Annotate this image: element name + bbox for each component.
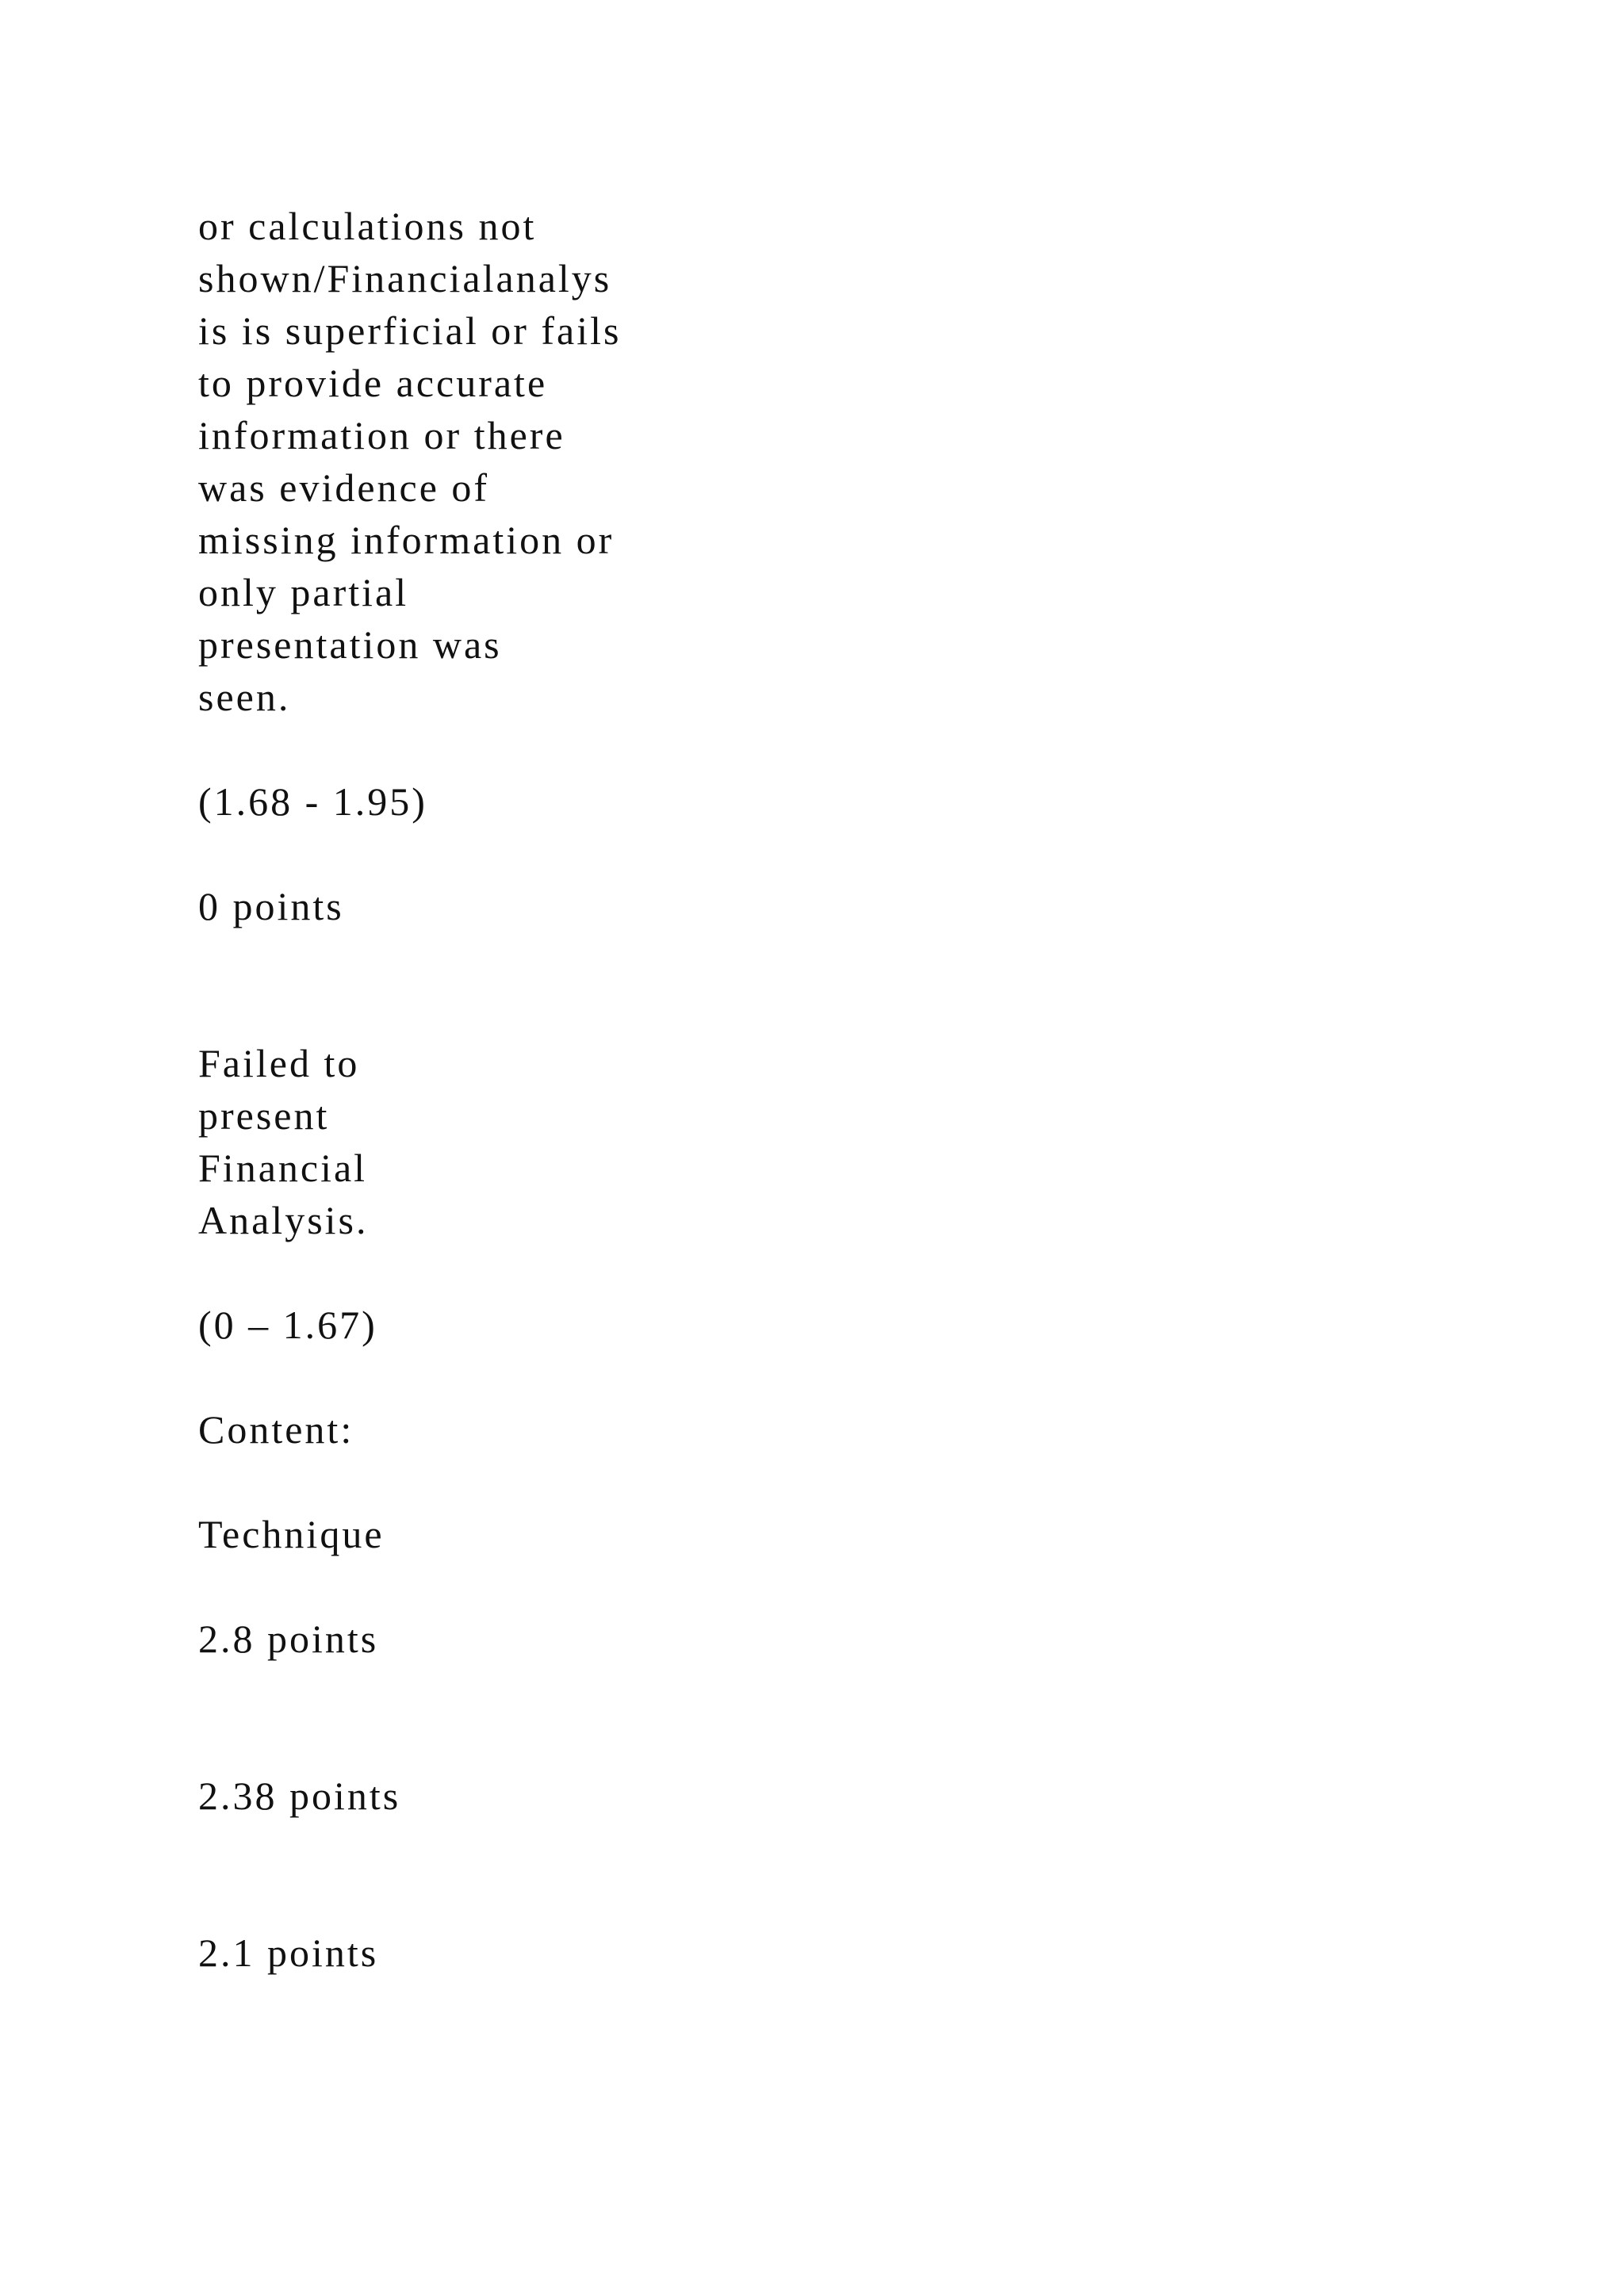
criterion-label: Technique xyxy=(198,1512,385,1556)
text-line: to provide accurate xyxy=(198,361,548,405)
points-label: 0 points xyxy=(198,884,344,928)
points-label: 2.8 points xyxy=(198,1617,379,1661)
text-line: or calculations not xyxy=(198,204,537,248)
section-label: Content: xyxy=(198,1407,354,1452)
text-line: is is superficial or fails xyxy=(198,308,622,353)
text-line: shown/Financialanalys xyxy=(198,256,612,300)
text-line: seen. xyxy=(198,675,291,719)
text-line: was evidence of xyxy=(198,465,490,510)
score-range: (1.68 - 1.95) xyxy=(198,779,427,824)
text-line: Financial xyxy=(198,1146,368,1190)
text-line: Failed to xyxy=(198,1041,360,1085)
text-line: only partial xyxy=(198,570,409,614)
text-line: presentation was xyxy=(198,622,502,667)
text-line: missing information or xyxy=(198,518,615,562)
points-label: 2.1 points xyxy=(198,1931,379,1975)
points-label: 2.38 points xyxy=(198,1774,401,1818)
text-line: present xyxy=(198,1093,330,1138)
text-line: information or there xyxy=(198,413,565,457)
score-range: (0 – 1.67) xyxy=(198,1303,377,1347)
text-line: Analysis. xyxy=(198,1198,369,1242)
